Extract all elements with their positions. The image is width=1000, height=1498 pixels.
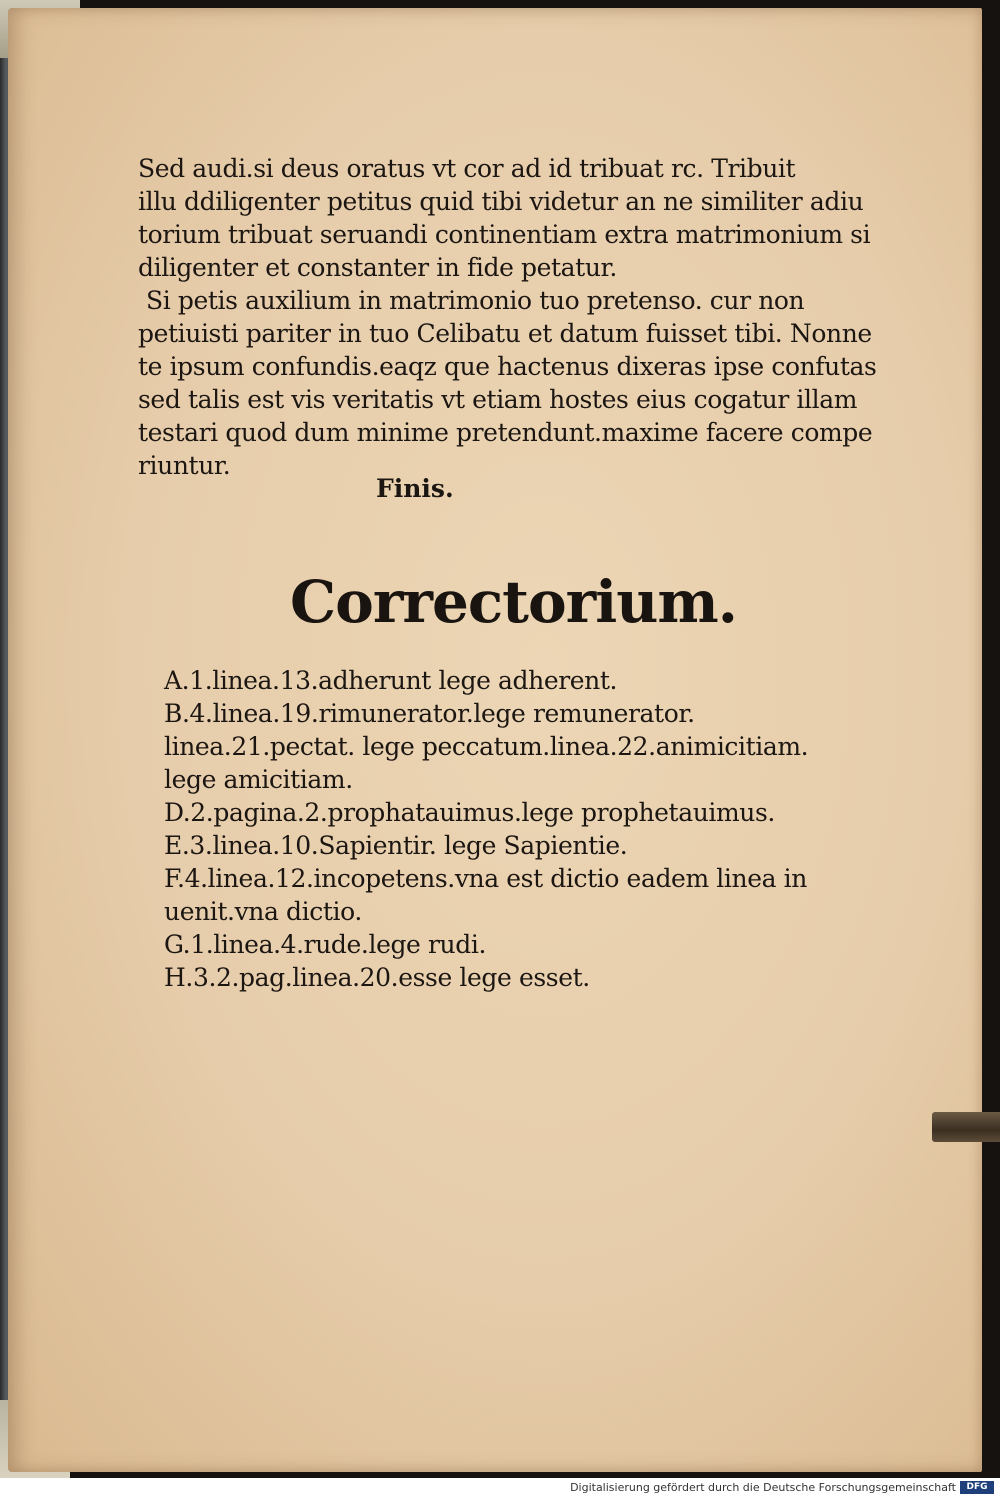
- body-line: illu ddiligenter petitus quid tibi videtur an ne similiter adiu: [138, 187, 864, 216]
- footer-bar: [0, 1478, 1000, 1498]
- correction-line: F.4.linea.12.incopetens.vna est dictio eadem linea in: [164, 864, 807, 893]
- body-line: testari quod dum minime pretendunt.maxime facere compe: [138, 418, 873, 447]
- body-line: te ipsum confundis.eaqz que hactenus dixeras ipse confutas: [138, 352, 877, 381]
- dfg-logo: DFG: [960, 1481, 994, 1494]
- correction-line: D.2.pagina.2.prophatauimus.lege prophetauimus.: [164, 798, 775, 827]
- body-line: torium tribuat seruandi continentiam extra matrimonium si: [138, 220, 871, 249]
- body-line: sed talis est vis veritatis vt etiam hostes eius cogatur illam: [138, 385, 858, 414]
- body-line: Sed audi.si deus oratus vt cor ad id tribuat rc. Tribuit: [138, 154, 796, 183]
- correction-line: linea.21.pectat. lege peccatum.linea.22.animicitiam.: [164, 732, 809, 761]
- body-line: petiuisti pariter in tuo Celibatu et datum fuisset tibi. Nonne: [138, 319, 872, 348]
- body-line: Si petis auxilium in matrimonio tuo pretenso. cur non: [146, 286, 805, 315]
- correction-line: lege amicitiam.: [164, 765, 353, 794]
- correction-line: E.3.linea.10.Sapientir. lege Sapientie.: [164, 831, 628, 860]
- correction-line: B.4.linea.19.rimunerator.lege remunerator.: [164, 699, 695, 728]
- correction-line: uenit.vna dictio.: [164, 897, 362, 926]
- section-heading: Correctorium.: [290, 568, 737, 636]
- body-line: diligenter et constanter in fide petatur.: [138, 253, 617, 282]
- body-line: riuntur.: [138, 451, 231, 480]
- correction-line: H.3.2.pag.linea.20.esse lege esset.: [164, 963, 590, 992]
- correction-line: G.1.linea.4.rude.lege rudi.: [164, 930, 487, 959]
- page-tab-marker: [932, 1112, 1000, 1142]
- funding-credit: Digitalisierung gefördert durch die Deutsche Forschungsgemeinschaft: [570, 1481, 956, 1494]
- correction-line: A.1.linea.13.adherunt lege adherent.: [164, 666, 618, 695]
- finis-label: Finis.: [376, 474, 454, 503]
